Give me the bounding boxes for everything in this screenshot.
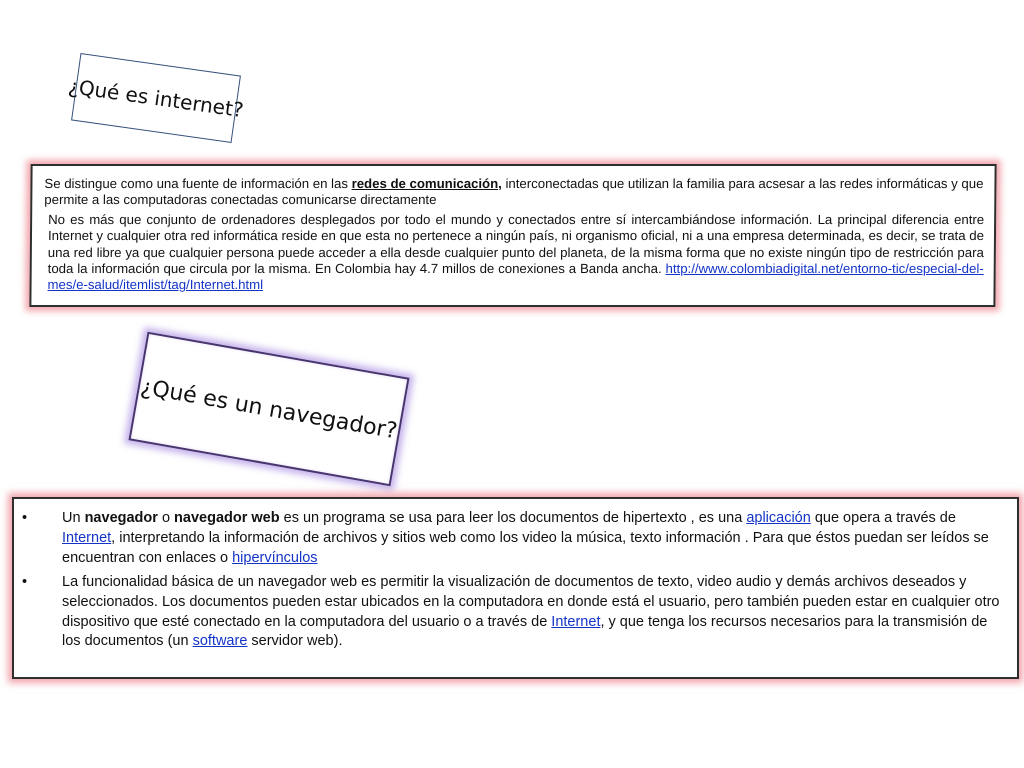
- internet-paragraph-2: [47, 212, 984, 294]
- internet-link-1[interactable]: Internet: [62, 529, 112, 546]
- nav-b1-text-c: es un programa se usa para leer los documentos de hipertexto , es una: [279, 510, 747, 526]
- internet-p1-text-b: interconectadas que utilizan la familia para acsesar a las redes informáticas y que permite a las computadoras conectadas comunicarse directamente: [44, 176, 984, 208]
- nav-b1-text-b: o: [157, 510, 175, 526]
- hipervinculos-link[interactable]: hipervínculos: [232, 549, 318, 566]
- bullet-icon: •: [22, 573, 28, 590]
- bullet-icon: •: [22, 510, 28, 526]
- nav-b2-text-b: , y que tenga los recursos necesarios para la transmisión de los documentos (un: [62, 613, 988, 650]
- internet-paragraph-1: [44, 176, 984, 209]
- colombiadigital-link[interactable]: http://www.colombiadigital.net/entorno-tic/especial-del-mes/e-salud/itemlist/tag/Internet.html: [47, 261, 984, 293]
- internet-definition-panel: [29, 164, 996, 307]
- navegador-definition-panel: [12, 497, 1019, 679]
- aplicacion-link[interactable]: aplicación: [746, 510, 811, 526]
- title-internet-box: [66, 53, 246, 143]
- navegador-bullet-1: [22, 509, 1007, 569]
- nav-b2-text-c: servidor web).: [247, 633, 343, 650]
- title-internet: ¿Qué es internet?: [66, 73, 246, 123]
- navegador-bullet-2: [22, 573, 1007, 653]
- nav-b1-text-d: que opera a través de: [810, 510, 956, 526]
- nav-b2-text-a: La funcionalidad básica de un navegador web es permitir la visualización de documentos de texto, video audio y demás archivos deseados y seleccionados. Los documentos pueden estar ubicados en la computadora en donde está el usuario, pero también pueden estar en cualquier otro dispositivo que esté conectado en la computadora del usuario o a través de: [62, 573, 1000, 630]
- title-navegador-box: [128, 332, 409, 487]
- internet-p2-text: No es más que conjunto de ordenadores desplegados por todo el mundo y conectados entre sí intercambiándose información. La principal diferencia entre Internet y cualquier otra red informática reside en que esta no pertenece a ningún país, ni organismo oficial, ni a una empresa determinada, es decir, se trata de una red libre ya que cualquier persona puede acceder a ella desde cualquier punto del planeta, de la misma forma que no existe ningún tipo de restricción para toda la información que circula por la misma. En Colombia hay 4.7 millos de conexiones a Banda ancha.: [47, 211, 985, 277]
- nav-b1-bold-navegador: navegador: [84, 510, 158, 526]
- navegador-bullet-list: [22, 509, 1007, 652]
- internet-link-2[interactable]: Internet: [551, 613, 601, 630]
- nav-b1-text-a: Un: [62, 510, 85, 526]
- software-link[interactable]: software: [192, 633, 248, 650]
- internet-p1-text-a: Se distingue como una fuente de información en las: [44, 176, 352, 191]
- title-navegador: ¿Qué es un navegador?: [138, 374, 400, 444]
- nav-b1-bold-navegador-web: navegador web: [174, 510, 280, 526]
- nav-b1-text-e: , interpretando la información de archivos y sitios web como los video la música, texto información . Para que éstos puedan ser leídos se encuentran con enlaces o: [62, 529, 989, 566]
- redes-de-comunicacion-text: redes de comunicación,: [351, 176, 502, 191]
